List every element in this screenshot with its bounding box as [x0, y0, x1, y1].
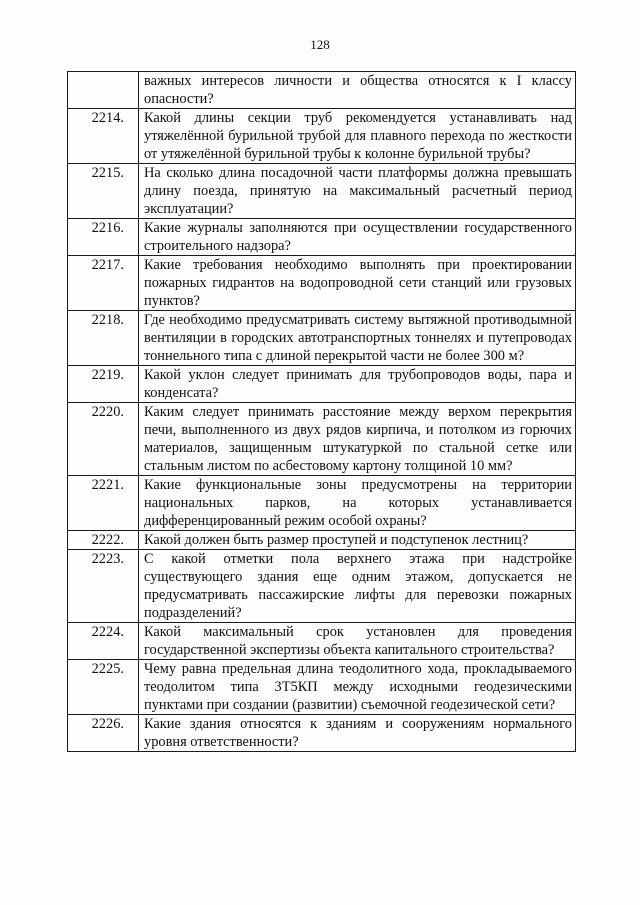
- question-text: Какие функциональные зоны предусмотрены на территории национальных парков, на которых устанавливается дифференцированный режим особой охраны?: [139, 476, 576, 531]
- question-number: 2222.: [68, 531, 139, 550]
- table-row: [68, 660, 576, 715]
- questions-table: [67, 71, 576, 752]
- question-number: 2218.: [68, 311, 139, 366]
- table-row: [68, 164, 576, 219]
- question-number: 2215.: [68, 164, 139, 219]
- question-number: 2217.: [68, 256, 139, 311]
- table-row: [68, 72, 576, 109]
- question-text: Какой длины секции труб рекомендуется устанавливать над утяжелённой бурильной трубой для плавного перехода по жесткости от утяжелённой бурильной трубы к колонне бурильной трубы?: [139, 109, 576, 164]
- question-number: 2220.: [68, 403, 139, 476]
- question-text: Какой максимальный срок установлен для проведения государственной экспертизы объекта капитального строительства?: [139, 623, 576, 660]
- question-number: 2225.: [68, 660, 139, 715]
- question-number: 2223.: [68, 550, 139, 623]
- question-text: важных интересов личности и общества относятся к I классу опасности?: [139, 72, 576, 109]
- table-row: [68, 219, 576, 256]
- question-number: 2214.: [68, 109, 139, 164]
- table-row: [68, 109, 576, 164]
- table-row: [68, 366, 576, 403]
- question-number: 2216.: [68, 219, 139, 256]
- question-number: 2224.: [68, 623, 139, 660]
- table-row: [68, 476, 576, 531]
- table-row: [68, 623, 576, 660]
- question-number: 2219.: [68, 366, 139, 403]
- question-number: 2221.: [68, 476, 139, 531]
- question-number: [68, 72, 139, 109]
- table-row: [68, 403, 576, 476]
- question-text: Какой должен быть размер проступей и подступенок лестниц?: [139, 531, 576, 550]
- page-number: 128: [310, 37, 330, 52]
- table-row: [68, 256, 576, 311]
- question-text: Чему равна предельная длина теодолитного хода, прокладываемого теодолитом типа 3Т5КП между исходными геодезическими пунктами при создании (развитии) съемочной геодезической сети?: [139, 660, 576, 715]
- table-row: [68, 715, 576, 752]
- table-row: [68, 531, 576, 550]
- question-text: На сколько длина посадочной части платформы должна превышать длину поезда, принятую на максимальный расчетный период эксплуатации?: [139, 164, 576, 219]
- question-text: Какой уклон следует принимать для трубопроводов воды, пара и конденсата?: [139, 366, 576, 403]
- question-text: Какие требования необходимо выполнять при проектировании пожарных гидрантов на водопроводной сети станций или грузовых пунктов?: [139, 256, 576, 311]
- table-row: [68, 550, 576, 623]
- question-text: Какие журналы заполняются при осуществлении государственного строительного надзора?: [139, 219, 576, 256]
- question-text: С какой отметки пола верхнего этажа при надстройке существующего здания еще одним этажом, допускается не предусматривать пассажирские лифты для перевозки пожарных подразделений?: [139, 550, 576, 623]
- question-text: Какие здания относятся к зданиям и сооружениям нормального уровня ответственности?: [139, 715, 576, 752]
- question-text: Где необходимо предусматривать систему вытяжной противодымной вентиляции в городских автотранспортных тоннелях и путепроводах тоннельного типа с длиной перекрытой части не более 300 м?: [139, 311, 576, 366]
- question-number: 2226.: [68, 715, 139, 752]
- question-text: Каким следует принимать расстояние между верхом перекрытия печи, выполненного из двух рядов кирпича, и потолком из горючих материалов, защищенным штукатуркой по стальной сетке или стальным листом по асбестовому картону толщиной 10 мм?: [139, 403, 576, 476]
- table-row: [68, 311, 576, 366]
